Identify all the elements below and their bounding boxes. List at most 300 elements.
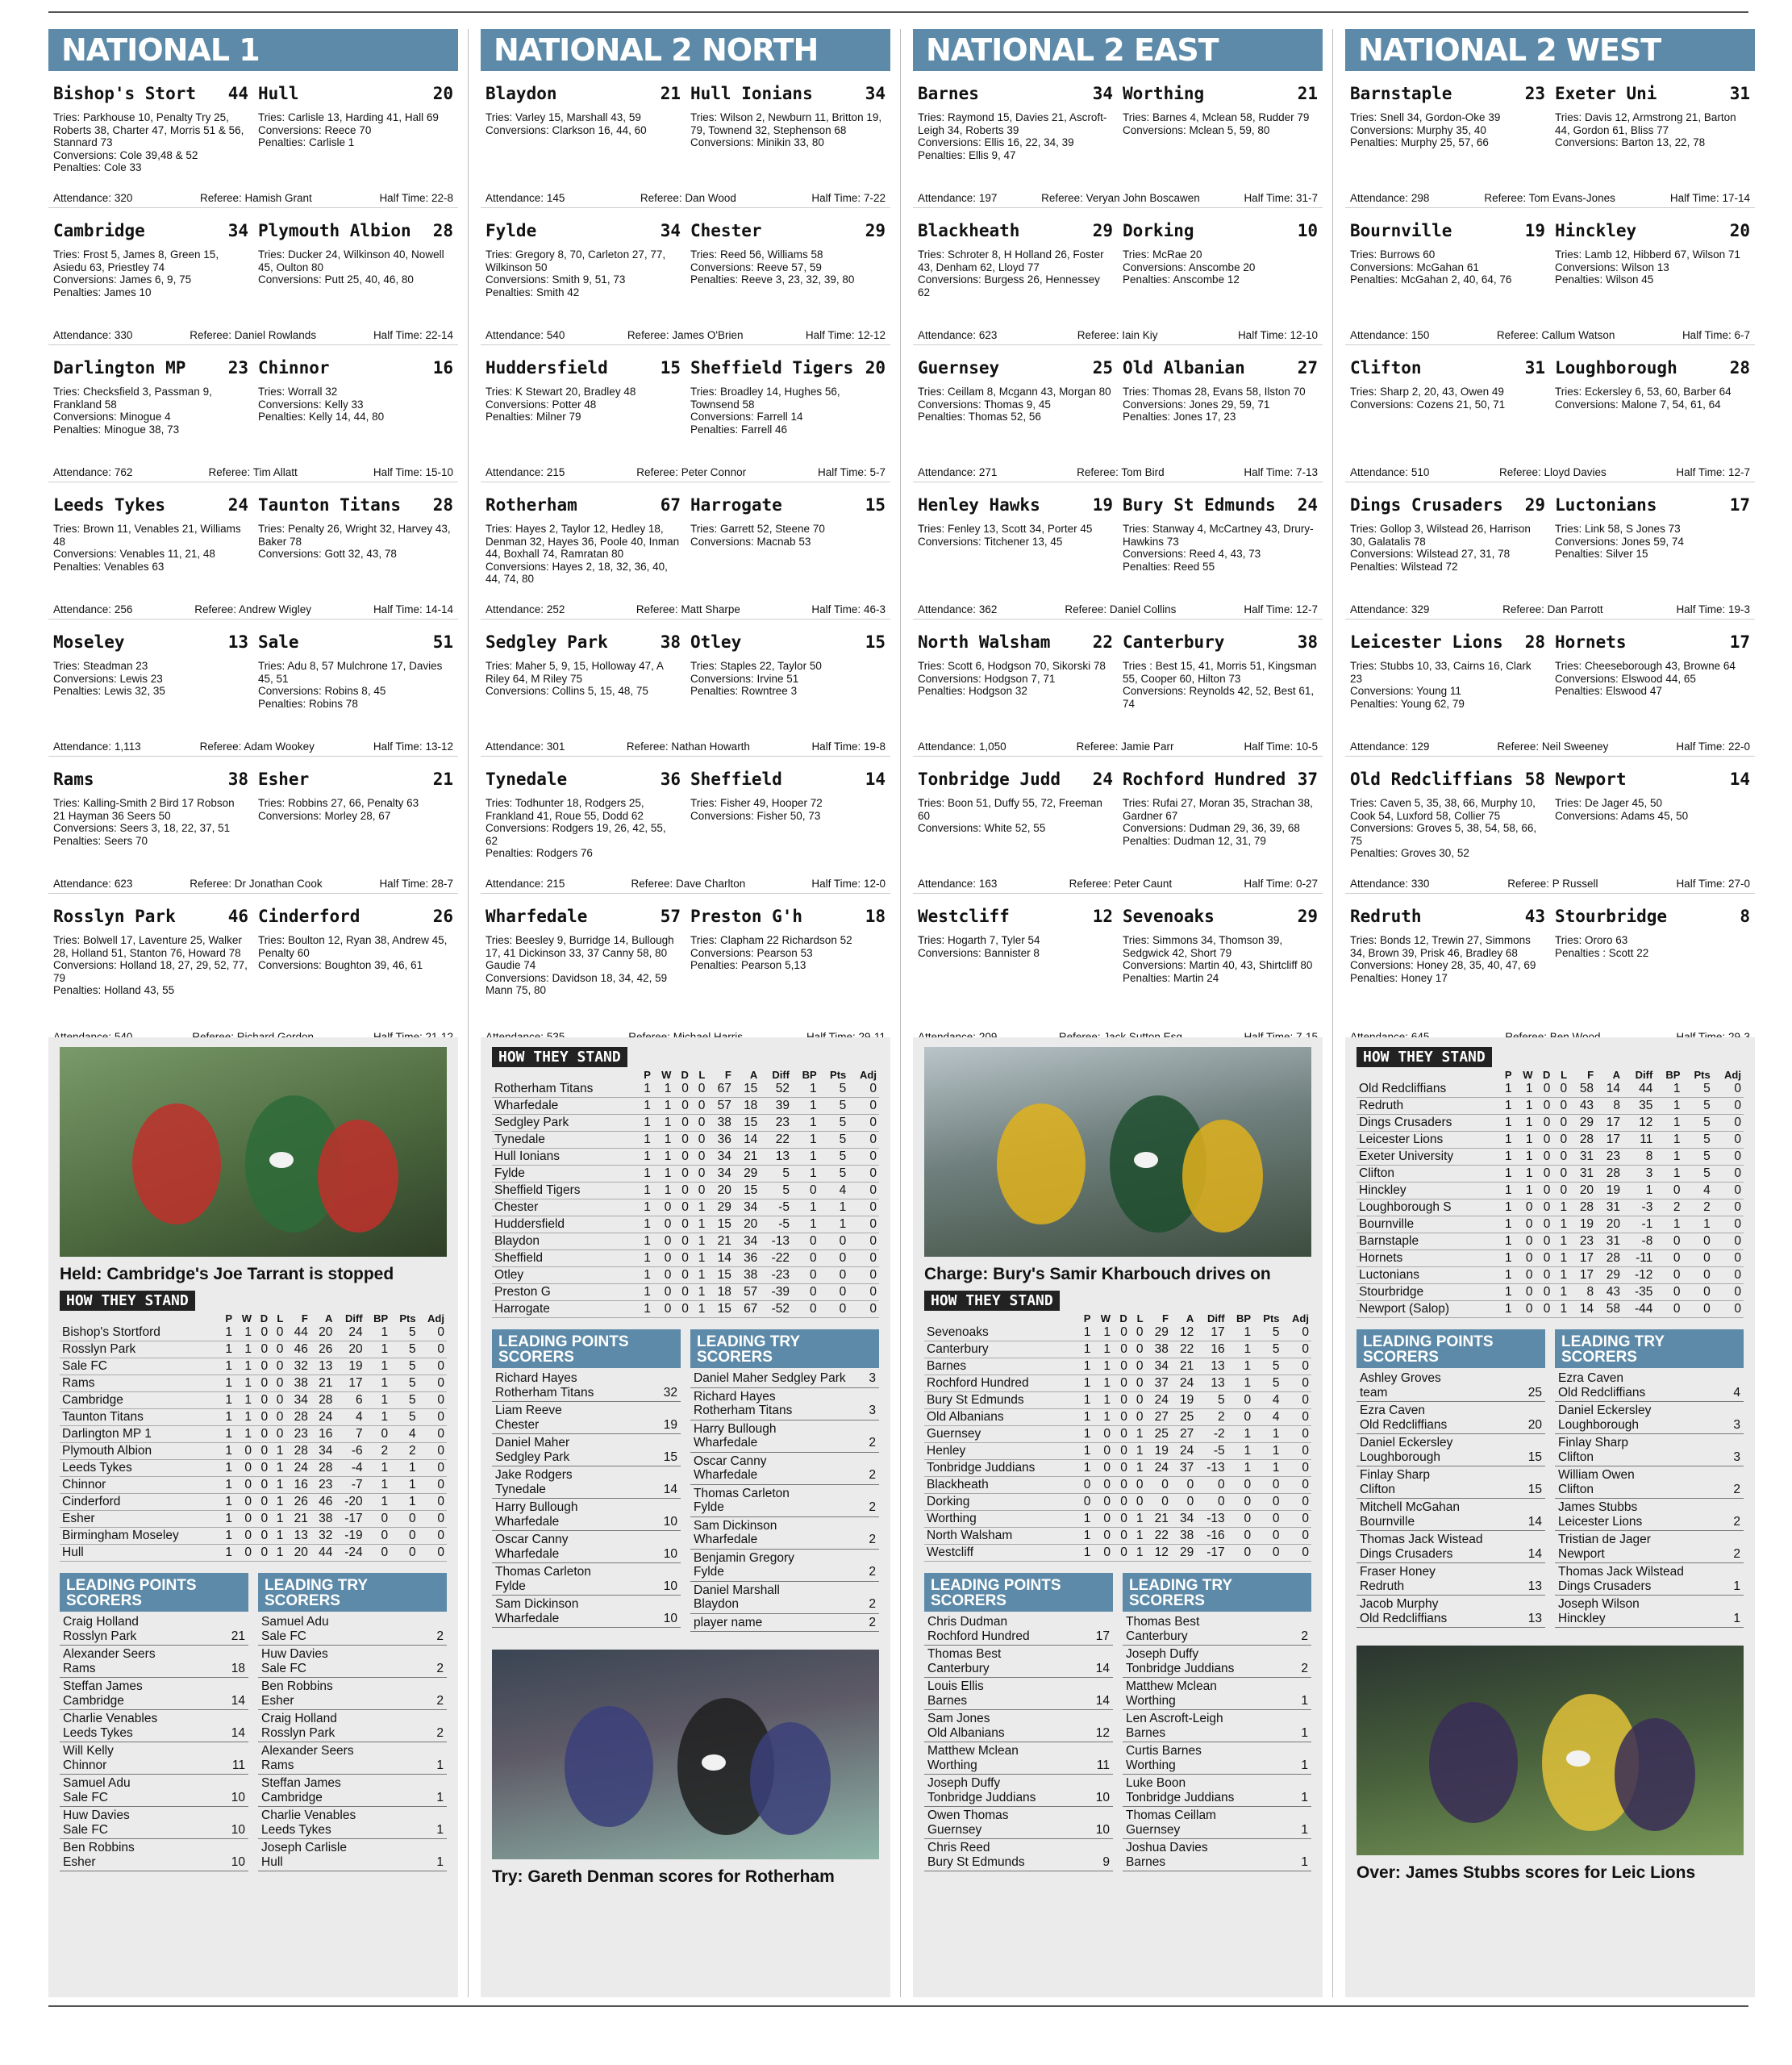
leaders-heading: LEADING POINTS SCORERS: [492, 1329, 681, 1368]
match-meta: [48, 740, 458, 753]
standings-row: [924, 1375, 1311, 1392]
standings-stat: 0: [1171, 1477, 1196, 1494]
halftime-label: Half Time:: [1237, 329, 1287, 341]
leading-try-scorers: [1555, 1329, 1744, 1628]
leader-name: Curtis Barnes Worthing: [1126, 1744, 1202, 1772]
standings-team: Leicester Lions: [1357, 1132, 1498, 1149]
leader-item: [1123, 1742, 1311, 1775]
standings-stat: 5: [1253, 1341, 1281, 1358]
stat-col-header: A: [1186, 1312, 1194, 1325]
halftime-info: [379, 192, 453, 204]
leader-value: 10: [663, 1579, 677, 1593]
attendance-info: [486, 740, 565, 753]
team-score: 38: [227, 770, 248, 789]
team-score: 24: [227, 495, 248, 515]
standings-stat: 0: [1130, 1409, 1146, 1426]
team-name: Guernsey: [918, 358, 1000, 378]
team-name: Dorking: [1123, 221, 1194, 240]
standings-stat: 1: [1498, 1199, 1515, 1216]
standings-team: Barnstaple: [1357, 1233, 1498, 1250]
team-name: Leicester Lions: [1350, 632, 1503, 652]
standings-row: [924, 1341, 1311, 1358]
standings-stat: 1: [653, 1098, 674, 1115]
standings-stat: 1: [365, 1409, 391, 1426]
away-team: [1550, 905, 1755, 928]
standings-stat: 0: [235, 1460, 254, 1477]
leader-value: 9: [1102, 1854, 1110, 1869]
halftime-label: Half Time:: [373, 466, 423, 478]
away-team: [253, 494, 458, 516]
team-name: Harrogate: [690, 495, 782, 515]
attendance-label: Attendance:: [1350, 192, 1409, 204]
leader-item: [1357, 1466, 1545, 1499]
standings-stat: 38: [1171, 1528, 1196, 1545]
standings-stat: 1: [1498, 1267, 1515, 1284]
team-score: 21: [432, 770, 453, 789]
scorer-details: [48, 797, 458, 847]
standings-stat: 1: [1227, 1460, 1253, 1477]
halftime-label: Half Time:: [811, 740, 861, 753]
standings-stat: 1: [1515, 1149, 1536, 1166]
match-result: [913, 757, 1323, 894]
standings-stat: 1: [636, 1132, 653, 1149]
standings-stat: 5: [1196, 1392, 1227, 1409]
standings-stat: 2: [1682, 1199, 1712, 1216]
team-score: 24: [1297, 495, 1318, 515]
referee-label: Referee:: [1065, 603, 1107, 615]
leader-value: 2: [1733, 1482, 1740, 1496]
team-name: Redruth: [1350, 907, 1422, 926]
attendance-value: 540: [546, 329, 565, 341]
standings-team: Exeter University: [1357, 1149, 1498, 1166]
halftime-value: 12-0: [863, 878, 886, 890]
standings-stat: 0: [254, 1375, 270, 1392]
team-name: Sheffield Tigers: [690, 358, 854, 378]
team-name: Rotherham: [486, 495, 577, 515]
attendance-label: Attendance:: [53, 466, 112, 478]
referee-info: [631, 878, 745, 890]
standings-stat: 38: [1146, 1341, 1171, 1358]
standings-stat: -22: [760, 1250, 792, 1267]
attendance-info: [918, 329, 997, 341]
standings-stat: 1: [1498, 1081, 1515, 1098]
attendance-info: [53, 466, 132, 478]
attendance-info: [486, 466, 565, 478]
leaders-heading: LEADING TRY SCORERS: [1123, 1573, 1311, 1612]
attendance-value: 362: [978, 603, 998, 615]
standings-stat: -5: [760, 1199, 792, 1216]
leader-value: 14: [1527, 1514, 1542, 1529]
standings-team: Hinckley: [1357, 1183, 1498, 1199]
standings-stat: 1: [390, 1460, 418, 1477]
team-name: Rams: [53, 770, 94, 789]
leader-value: 2: [436, 1661, 444, 1675]
home-scorers: Tries: Gregory 8, 70, Carleton 27, 77, Wilkinson 50 Conversions: Smith 9, 51, 73 Penalties: Smith 42: [486, 248, 666, 298]
standings-stat: 34: [285, 1392, 310, 1409]
match-meta: [481, 878, 890, 890]
halftime-label: Half Time:: [1244, 740, 1294, 753]
standings-row: [492, 1216, 879, 1233]
standings-stat: 1: [219, 1477, 235, 1494]
standings-table: [924, 1312, 1311, 1562]
team-score: 18: [865, 907, 886, 926]
standings-stat: 0: [254, 1341, 270, 1358]
attendance-info: [486, 329, 565, 341]
away-team: [686, 631, 890, 653]
team-name: Exeter Uni: [1555, 84, 1657, 103]
referee-value: Nathan Howarth: [671, 740, 750, 753]
match-result: [1345, 757, 1755, 894]
standings-stat: 19: [335, 1358, 365, 1375]
team-name: Preston G'h: [690, 907, 803, 926]
standings-stat: 1: [1655, 1149, 1682, 1166]
referee-info: [1497, 329, 1615, 341]
standings-row: [1357, 1149, 1744, 1166]
standings-stat: 19: [1146, 1443, 1171, 1460]
home-scorers: Tries: Caven 5, 35, 38, 66, Murphy 10, Cook 54, Luxford 58, Collier 75 Conversions: Groves 5, 38, 54, 58, 66, 75 Penalties: Groves 30, 52: [1350, 797, 1537, 859]
home-team: [913, 494, 1118, 516]
standings-stat: 0: [673, 1284, 691, 1301]
standings-stat: 1: [792, 1199, 819, 1216]
match-result: [913, 208, 1323, 345]
team-score: 25: [1092, 358, 1113, 378]
leader-value: 1: [1733, 1579, 1740, 1593]
standings-stat: 0: [1227, 1477, 1253, 1494]
standings-stat: 1: [792, 1115, 819, 1132]
standings-stat: -17: [335, 1511, 365, 1528]
standings-row: [1357, 1115, 1744, 1132]
standings-stat: 0: [848, 1301, 879, 1318]
match-score-line: [1345, 82, 1755, 105]
standings-stat: 0: [419, 1341, 447, 1358]
standings-stat: 1: [1682, 1216, 1712, 1233]
standings-row: [1357, 1081, 1744, 1098]
team-name: Fylde: [486, 221, 537, 240]
match-score-line: [1345, 357, 1755, 379]
standings-stat: 0: [254, 1409, 270, 1426]
match-meta: [1345, 329, 1755, 341]
photo-caption: Over: James Stubbs scores for Leic Lions: [1357, 1863, 1696, 1882]
standings-row: [1357, 1216, 1744, 1233]
away-scorers: Tries: Lamb 12, Hibberd 67, Wilson 71 Conversions: Wilson 13 Penalties: Wilson 45: [1555, 248, 1740, 286]
team-score: 10: [1297, 221, 1318, 240]
match-score-line: [913, 768, 1323, 791]
standings-team: Loughborough S: [1357, 1199, 1498, 1216]
standings-team: Clifton: [1357, 1166, 1498, 1183]
home-team: [481, 219, 686, 242]
standings-stat: 43: [1596, 1284, 1623, 1301]
standings-stat: 24: [1171, 1375, 1196, 1392]
home-team: [481, 357, 686, 379]
match-result: [48, 482, 458, 620]
leader-value: 2: [869, 1500, 876, 1514]
leader-name: Finlay Sharp Clifton: [1360, 1468, 1431, 1496]
leader-item: [60, 1775, 248, 1807]
match-score-line: [481, 82, 890, 105]
standings-team: Plymouth Albion: [60, 1443, 219, 1460]
standings-stat: 1: [1515, 1081, 1536, 1098]
leader-name: Samuel Adu Sale FC: [261, 1615, 329, 1643]
standings-stat: 1: [365, 1375, 391, 1392]
standings-stat: 18: [734, 1098, 760, 1115]
leader-name: Richard Hayes Rotherham Titans: [694, 1389, 793, 1417]
attendance-label: Attendance:: [1350, 466, 1409, 478]
standings-stat: 0: [673, 1183, 691, 1199]
team-score: 23: [1524, 84, 1545, 103]
halftime-label: Half Time:: [811, 603, 861, 615]
home-team: [48, 768, 253, 791]
standings-stat: 38: [707, 1115, 733, 1132]
match-meta: [48, 878, 458, 890]
away-scorers: Tries : Best 15, 41, Morris 51, Kingsman 55, Cooper 60, Hilton 73 Conversions: Reynolds 42, 52, Best 61, 74: [1123, 660, 1317, 710]
standings-stat: 34: [707, 1166, 733, 1183]
standings-stat: 0: [691, 1166, 707, 1183]
standings-stat: 2: [1196, 1409, 1227, 1426]
standings-stat: 0: [1146, 1494, 1171, 1511]
match-result: [481, 894, 890, 1047]
standings-stat: 0: [1227, 1511, 1253, 1528]
match-score-line: [48, 494, 458, 516]
match-score-line: [481, 219, 890, 242]
standings-team: Bournville: [1357, 1216, 1498, 1233]
standings-stat: 31: [1596, 1233, 1623, 1250]
standings-stat: 1: [1130, 1460, 1146, 1477]
leader-item: [1357, 1370, 1545, 1402]
leader-name: Thomas Jack Wistead Dings Crusaders: [1360, 1533, 1483, 1561]
match-result: [48, 345, 458, 482]
referee-info: [1497, 740, 1608, 753]
halftime-value: 12-10: [1290, 329, 1318, 341]
team-name: Sale: [258, 632, 299, 652]
standings-stat: 1: [636, 1115, 653, 1132]
team-score: 43: [1524, 907, 1545, 926]
away-team: [253, 631, 458, 653]
standings-stat: 15: [707, 1267, 733, 1284]
standings-team: Cambridge: [60, 1392, 219, 1409]
stat-col-header: Pts: [1694, 1069, 1711, 1081]
leader-name: Ben Robbins Esher: [261, 1679, 333, 1708]
attendance-value: 252: [546, 603, 565, 615]
home-team: [481, 768, 686, 791]
player-figure: [132, 1103, 221, 1224]
leader-item: [1357, 1434, 1545, 1466]
team-score: 15: [865, 495, 886, 515]
standings-stat: 1: [270, 1511, 285, 1528]
standings-stat: 17: [335, 1375, 365, 1392]
standings-stat: 0: [673, 1149, 691, 1166]
referee-value: P Russell: [1552, 878, 1598, 890]
away-scorers: Tries: Rufai 27, Moran 35, Strachan 38, Gardner 67 Conversions: Dudman 29, 36, 39, 68 Penalties: Dudman 12, 31, 79: [1123, 797, 1313, 847]
attendance-info: [53, 329, 132, 341]
standings-stat: 0: [419, 1528, 447, 1545]
home-team: [913, 82, 1118, 105]
referee-label: Referee:: [636, 603, 678, 615]
standings-row: [924, 1392, 1311, 1409]
standings-stat: 1: [1498, 1301, 1515, 1318]
standings-stat: 0: [819, 1267, 849, 1284]
attendance-value: 330: [1411, 878, 1430, 890]
leader-name: player name: [694, 1615, 763, 1629]
leader-item: [1555, 1434, 1744, 1466]
leader-name: Huw Davies Sale FC: [261, 1647, 328, 1675]
scorer-details: [913, 248, 1323, 298]
standings-stat: 5: [1682, 1081, 1712, 1098]
referee-info: [640, 192, 736, 204]
standings-stat: 28: [1596, 1166, 1623, 1183]
away-team: [686, 905, 890, 928]
attendance-info: [918, 878, 997, 890]
referee-label: Referee:: [1507, 878, 1550, 890]
how-they-stand-heading: HOW THEY STAND: [492, 1047, 627, 1067]
standings-header-row: [60, 1312, 447, 1325]
leader-name: Jake Rodgers Tynedale: [495, 1468, 573, 1496]
home-team: [481, 631, 686, 653]
match-meta: [1345, 878, 1755, 890]
away-team: [253, 82, 458, 105]
standings-stat: 0: [1536, 1250, 1553, 1267]
standings-stat: 4: [1253, 1409, 1281, 1426]
standings-stat: 0: [235, 1477, 254, 1494]
standings-row: [924, 1409, 1311, 1426]
standings-stat: -16: [1196, 1528, 1227, 1545]
standings-stat: 0: [1227, 1528, 1253, 1545]
scorer-details: [913, 797, 1323, 847]
standings-stat: 1: [1077, 1325, 1094, 1341]
standings-stat: 0: [673, 1233, 691, 1250]
leader-value: 10: [231, 1854, 245, 1869]
standings-stat: 29: [707, 1199, 733, 1216]
home-team: [1345, 631, 1550, 653]
standings-stat: 1: [1498, 1183, 1515, 1199]
standings-stat: 0: [848, 1149, 879, 1166]
standings-stat: 1: [219, 1426, 235, 1443]
standings-team: Sedgley Park: [492, 1115, 636, 1132]
standings-stat: 29: [734, 1166, 760, 1183]
standings-stat: 12: [1623, 1115, 1655, 1132]
away-team: [253, 219, 458, 242]
halftime-value: 28-7: [431, 878, 453, 890]
standings-team: Guernsey: [924, 1426, 1077, 1443]
attendance-value: 320: [114, 192, 133, 204]
standings-stat: 14: [707, 1250, 733, 1267]
standings-stat: 0: [365, 1511, 391, 1528]
standings-stat: 1: [636, 1250, 653, 1267]
standings-table-block: [924, 1291, 1311, 1562]
standings-stat: 1: [636, 1183, 653, 1199]
standings-stat: 1: [1093, 1409, 1113, 1426]
match-score-line: [913, 494, 1323, 516]
match-score-line: [481, 494, 890, 516]
standings-stat: 0: [1146, 1477, 1171, 1494]
team-score: 20: [432, 84, 453, 103]
scorer-details: [913, 660, 1323, 710]
leader-item: [690, 1485, 879, 1517]
standings-stat: 0: [1196, 1477, 1227, 1494]
leader-value: 12: [1095, 1725, 1110, 1740]
standings-stat: 34: [1171, 1511, 1196, 1528]
standings-stat: 1: [636, 1199, 653, 1216]
referee-label: Referee:: [631, 878, 673, 890]
standings-stat: 1: [365, 1341, 391, 1358]
standings-team: Hull Ionians: [492, 1149, 636, 1166]
halftime-label: Half Time:: [373, 603, 423, 615]
standings-stat: 5: [1253, 1325, 1281, 1341]
team-score: 31: [1524, 358, 1545, 378]
standings-stat: 12: [1171, 1325, 1196, 1341]
away-scorers: Tries: Reed 56, Williams 58 Conversions: Reeve 57, 59 Penalties: Reeve 3, 23, 32, 39, 80: [690, 248, 855, 286]
scorer-details: [481, 248, 890, 298]
leader-value: 20: [1527, 1417, 1542, 1432]
standings-stat: 0: [1655, 1233, 1682, 1250]
attendance-info: [53, 192, 132, 204]
standings-stat: 0: [1077, 1477, 1094, 1494]
leader-value: 14: [1095, 1693, 1110, 1708]
standings-stat: 4: [335, 1409, 365, 1426]
rugby-ball: [702, 1754, 726, 1771]
standings-stat: 0: [254, 1545, 270, 1562]
referee-value: Dan Wood: [685, 192, 736, 204]
halftime-value: 15-10: [425, 466, 453, 478]
standings-stat: 0: [1093, 1528, 1113, 1545]
division-header: NATIONAL 2 WEST: [1345, 29, 1755, 71]
standings-stat: 17: [1596, 1115, 1623, 1132]
match-score-line: [913, 82, 1323, 105]
attendance-label: Attendance:: [486, 603, 544, 615]
team-score: 51: [432, 632, 453, 652]
standings-stat: 0: [1282, 1341, 1311, 1358]
standings-stat: 1: [1130, 1511, 1146, 1528]
standings-stat: 4: [1253, 1392, 1281, 1409]
halftime-info: [1244, 603, 1318, 615]
away-scorers: Tries: Ororo 63 Penalties : Scott 22: [1555, 934, 1649, 959]
leader-item: [1555, 1596, 1744, 1628]
halftime-value: 7-22: [863, 192, 886, 204]
team-name: Cambridge: [53, 221, 145, 240]
standings-stat: 1: [1077, 1443, 1094, 1460]
standings-stat: 38: [310, 1511, 335, 1528]
away-scorers: Tries: Stanway 4, McCartney 43, Drury-Hawkins 73 Conversions: Reed 4, 43, 73 Penalties: Reed 55: [1123, 523, 1314, 573]
standings-stat: 18: [707, 1284, 733, 1301]
standings-stat: 0: [419, 1409, 447, 1426]
standings-stat: 0: [653, 1216, 674, 1233]
standings-stat: 21: [1146, 1511, 1171, 1528]
team-score: 44: [227, 84, 248, 103]
standings-stat: 8: [1596, 1098, 1623, 1115]
match-result: [913, 71, 1323, 208]
leader-item: [492, 1499, 681, 1531]
leader-value: 14: [1527, 1546, 1542, 1561]
standings-stat: 1: [1655, 1081, 1682, 1098]
leader-name: Samuel Adu Sale FC: [63, 1776, 131, 1804]
leader-item: [1123, 1678, 1311, 1710]
match-meta: [1345, 466, 1755, 478]
team-score: 34: [660, 221, 681, 240]
standings-stat: 2: [365, 1443, 391, 1460]
standings-stat: 0: [1552, 1149, 1569, 1166]
leader-item: [258, 1775, 447, 1807]
standings-stat: 0: [254, 1528, 270, 1545]
standings-table: [492, 1069, 879, 1318]
leader-value: 2: [869, 1468, 876, 1482]
home-team: [48, 631, 253, 653]
stat-col-header: L: [1136, 1312, 1144, 1325]
standings-stat: 32: [285, 1358, 310, 1375]
standings-stat: 0: [254, 1426, 270, 1443]
standings-stat: 24: [310, 1409, 335, 1426]
standings-stat: -7: [335, 1477, 365, 1494]
standings-stat: 0: [1130, 1375, 1146, 1392]
standings-stat: 34: [734, 1199, 760, 1216]
